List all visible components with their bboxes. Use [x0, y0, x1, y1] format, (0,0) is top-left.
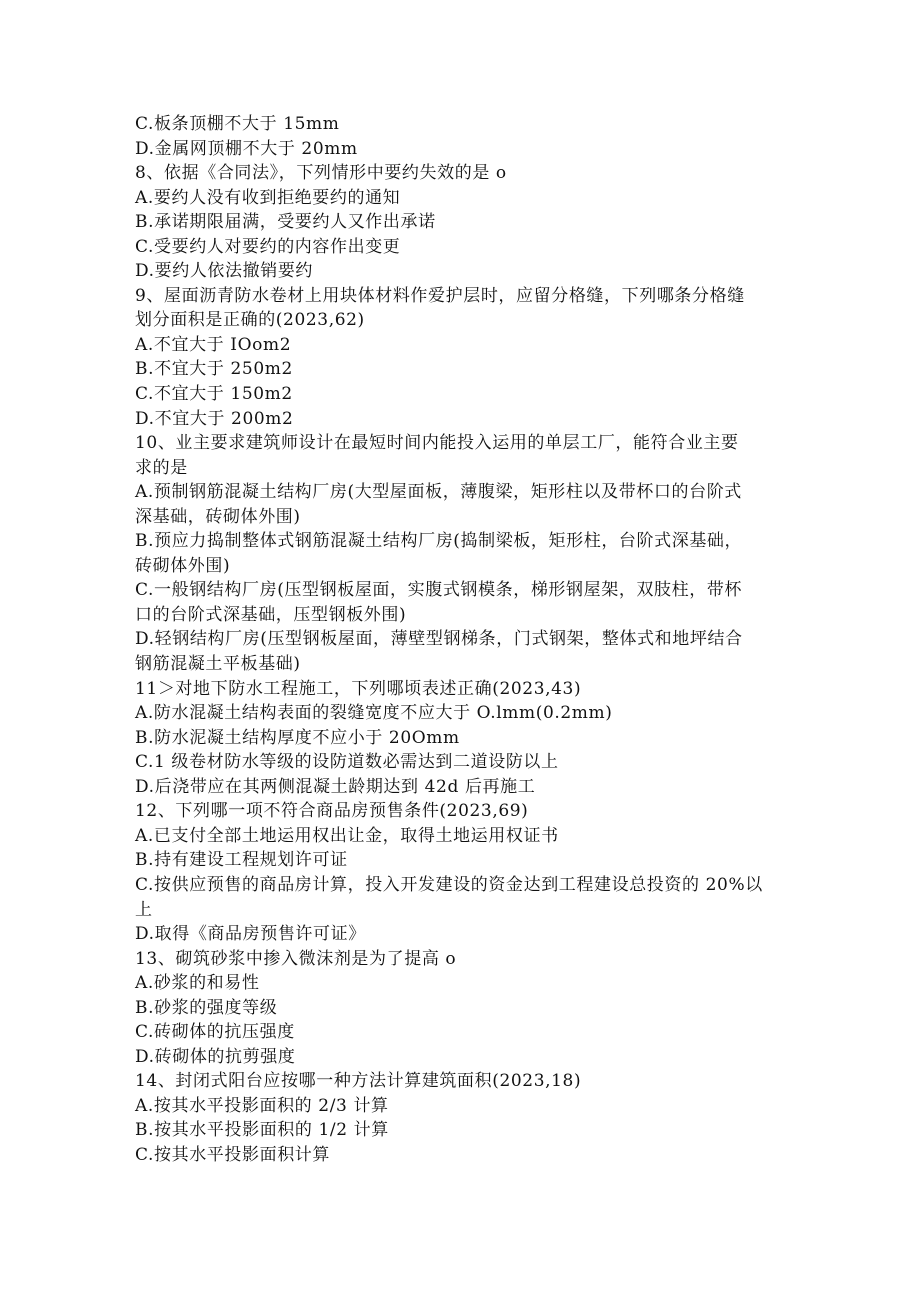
option-b-q12: B.持有建设工程规划许可证 [135, 850, 348, 871]
option-d-q10-cont: 钢筋混凝土平板基础) [135, 654, 301, 675]
option-c-q9: C.不宜大于 150m2 [135, 384, 293, 405]
question-12: 12、下列哪一项不符合商品房预售条件(2023,69) [135, 801, 529, 822]
option-b-q8: B.承诺期限届满，受要约人又作出承诺 [135, 212, 436, 233]
option-d-q13: D.砖砌体的抗剪强度 [135, 1046, 296, 1067]
option-a-q8: A.要约人没有收到拒绝要约的通知 [135, 187, 401, 208]
option-a-q13: A.砂浆的和易性 [135, 973, 260, 994]
option-b-q13: B.砂浆的强度等级 [135, 997, 278, 1018]
option-c-q13: C.砖砌体的抗压强度 [135, 1022, 295, 1043]
option-c-q7: C.板条顶棚不大于 15mm [135, 114, 340, 134]
option-c-q12-cont: 上 [135, 899, 153, 920]
option-d-q7: D.金属网顶棚不大于 20mm [135, 138, 358, 159]
question-8: 8、依据《合同法》，下列情形中要约失效的是 o [135, 163, 507, 184]
question-9-cont: 划分面积是正确的(2023,62) [135, 310, 365, 331]
option-b-q9: B.不宜大于 250m2 [135, 359, 293, 380]
question-10-cont: 求的是 [135, 457, 188, 478]
option-a-q10: A.预制钢筋混凝土结构厂房(大型屋面板，薄腹梁，矩形柱以及带杯口的台阶式 [135, 482, 742, 503]
option-b-q10: B.预应力捣制整体式钢筋混凝土结构厂房(捣制梁板，矩形柱，台阶式深基础， [135, 531, 743, 552]
option-b-q11: B.防水泥凝土结构厚度不应小于 20Omm [135, 727, 460, 748]
option-c-q14: C.按其水平投影面积计算 [135, 1144, 331, 1165]
option-c-q8: C.受要约人对要约的内容作出变更 [135, 236, 401, 257]
option-a-q12: A.已支付全部土地运用权出让金，取得土地运用权证书 [135, 825, 559, 846]
option-d-q10: D.轻钢结构厂房(压型钢板屋面，薄壁型钢梯条，门式钢架，整体式和地坪结合 [135, 629, 743, 650]
option-c-q11: C.1 级卷材防水等级的设防道数必需达到二道设防以上 [135, 752, 559, 773]
option-a-q14: A.按其水平投影面积的 2/3 计算 [135, 1095, 389, 1116]
question-9: 9、屋面沥青防水卷材上用块体材料作爱护层时，应留分格缝，下列哪条分格缝 [135, 285, 745, 306]
option-d-q8: D.要约人依法撤销要约 [135, 261, 314, 282]
option-b-q14: B.按其水平投影面积的 1/2 计算 [135, 1120, 389, 1141]
option-d-q9: D.不宜大于 200m2 [135, 408, 294, 429]
option-c-q10-cont: 口的台阶式深基础，压型钢板外围) [135, 604, 407, 625]
option-a-q10-cont: 深基础，砖砌体外围) [135, 506, 301, 527]
question-14: 14、封闭式阳台应按哪一种方法计算建筑面积(2023,18) [135, 1071, 582, 1092]
option-b-q10-cont: 砖砌体外围) [135, 555, 231, 576]
question-13: 13、砌筑砂浆中掺入微沫剂是为了提高 o [135, 948, 457, 969]
document-body [135, 112, 785, 1168]
option-c-q12: C.按供应预售的商品房计算，投入开发建设的资金达到工程建设总投资的 20%以 [135, 874, 763, 895]
option-d-q12: D.取得《商品房预售许可证》 [135, 924, 366, 945]
question-10: 10、业主要求建筑师设计在最短时间内能投入运用的单层工厂，能符合业主要 [135, 433, 739, 454]
option-d-q11: D.后浇带应在其两侧混凝土龄期达到 42d 后再施工 [135, 776, 536, 797]
question-11: 11＞对地下防水工程施工，下列哪顷表述正确(2023,43) [135, 678, 582, 699]
option-a-q11: A.防水混凝土结构表面的裂缝宽度不应大于 O.lmm(0.2mm) [135, 703, 613, 724]
option-c-q10: C.一般钢结构厂房(压型钢板屋面，实腹式钢模条，梯形钢屋架，双肢柱，带杯 [135, 580, 743, 601]
option-a-q9: A.不宜大于 IOom2 [135, 334, 292, 355]
